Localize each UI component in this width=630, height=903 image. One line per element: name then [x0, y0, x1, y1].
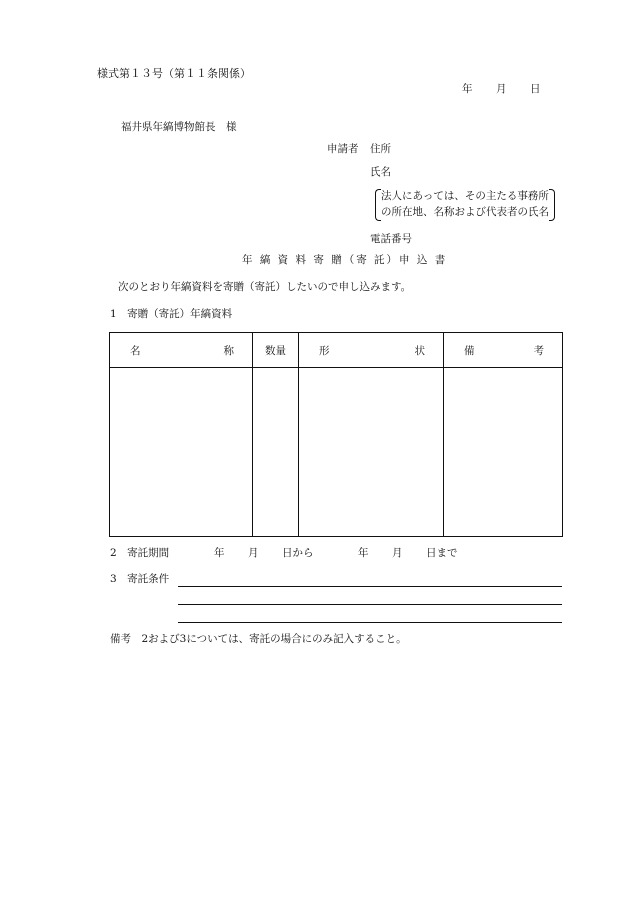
remarks-note: 備考 2および3については、寄託の場合にのみ記入すること。: [110, 633, 407, 645]
table-row: [110, 368, 563, 537]
form-number: 様式第１３号（第１１条関係）: [97, 67, 251, 80]
period-from-month: 月: [248, 547, 259, 559]
section1-label: 1 寄贈（寄託）年縞資料: [110, 308, 233, 320]
cell-shape[interactable]: [299, 368, 444, 537]
bracket-right: [549, 189, 555, 221]
corporate-note-line1: 法人にあっては、その主たる事務所: [381, 190, 549, 202]
condition-line-2[interactable]: [178, 604, 562, 605]
date-month: 月: [496, 83, 507, 95]
header-name: 名 称: [110, 333, 253, 368]
period-to-month: 月: [392, 547, 403, 559]
date-day: 日: [530, 83, 541, 95]
condition-line-1[interactable]: [178, 586, 562, 587]
header-quantity: 数量: [253, 333, 299, 368]
period-to-day: 日まで: [426, 547, 458, 559]
intro-text: 次のとおり年縞資料を寄贈（寄託）したいので申し込みます。: [118, 281, 412, 293]
header-remarks: 備 考: [444, 333, 563, 368]
section2-label: 2 寄託期間: [110, 547, 170, 559]
period-to-year: 年: [358, 547, 369, 559]
condition-line-3[interactable]: [178, 622, 562, 623]
phone-label: 電話番号: [370, 233, 412, 245]
applicant-label: 申請者: [327, 143, 359, 155]
table-header-row: [110, 333, 563, 368]
name-label: 氏名: [370, 166, 391, 178]
period-from-day: 日から: [282, 547, 314, 559]
cell-quantity[interactable]: [253, 368, 299, 537]
corporate-note-line2: の所在地、名称および代表者の氏名: [381, 206, 549, 218]
corporate-note: [375, 188, 555, 220]
address-label: 住所: [370, 143, 391, 155]
period-from-year: 年: [214, 547, 225, 559]
cell-name[interactable]: [110, 368, 253, 537]
section3-label: 3 寄託条件: [110, 573, 170, 585]
header-shape: 形 状: [299, 333, 444, 368]
bracket-left: [375, 189, 381, 221]
document-title: 年 縞 資 料 寄 贈（寄 託）申 込 書: [242, 254, 448, 266]
items-table: [109, 332, 563, 537]
addressee: 福井県年縞博物館長 様: [121, 121, 237, 133]
date-year: 年: [462, 83, 473, 95]
cell-remarks[interactable]: [444, 368, 563, 537]
